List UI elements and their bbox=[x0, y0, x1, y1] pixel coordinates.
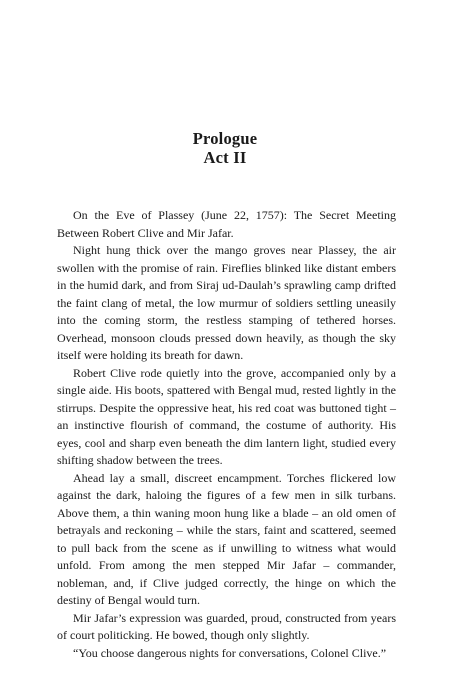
paragraph-4: Ahead lay a small, discreet encampment. Torches flickered low against the dark, haloing the figures of a few men in silk turbans. Above them, a thin waning moon hung like a blade – an old omen of betrayals and reckoning – while the stars, faint and scattered, seemed to pull back from the scene as if unwilling to witness what would unfold. From among the men stepped Mir Jafar – commander, nobleman, and, if Clive judged correctly, the hinge on which the destiny of Bengal would turn. bbox=[57, 470, 396, 607]
paragraph-5: Mir Jafar’s expression was guarded, proud, constructed from years of court politicking. He bowed, though only slightly. bbox=[57, 610, 396, 642]
chapter-title: Prologue bbox=[192, 129, 258, 148]
paragraph-1: On the Eve of Plassey (June 22, 1757): The Secret Meeting Between Robert Clive and Mir Jafar. bbox=[57, 208, 396, 240]
paragraph-6: “You choose dangerous nights for conversations, Colonel Clive.” bbox=[73, 645, 387, 660]
chapter-subtitle: Act II bbox=[203, 148, 247, 167]
paragraph-3: Robert Clive rode quietly into the grove, accompanied only by a single aide. His boots, spattered with Bengal mud, rested lightly in the stirrups. Despite the oppressive heat, his red coat was buttoned tight – an instinctive flourish of command, the costume of authority. His eyes, cool and sharp even beneath the dim lantern light, studied every shifting shadow between the trees. bbox=[57, 365, 396, 467]
paragraph-2: Night hung thick over the mango groves near Plassey, the air swollen with the promise of rain. Fireflies blinked like distant embers in the humid dark, and from Siraj ud-Daulah’s sprawling camp drifted the faint clang of metal, the low murmur of soldiers settling uneasily into the coming storm, the restless stamping of tethered horses. Overhead, monsoon clouds pressed down heavily, as though the sky itself were holding its breath for dawn. bbox=[57, 243, 396, 362]
body-text bbox=[57, 207, 396, 662]
